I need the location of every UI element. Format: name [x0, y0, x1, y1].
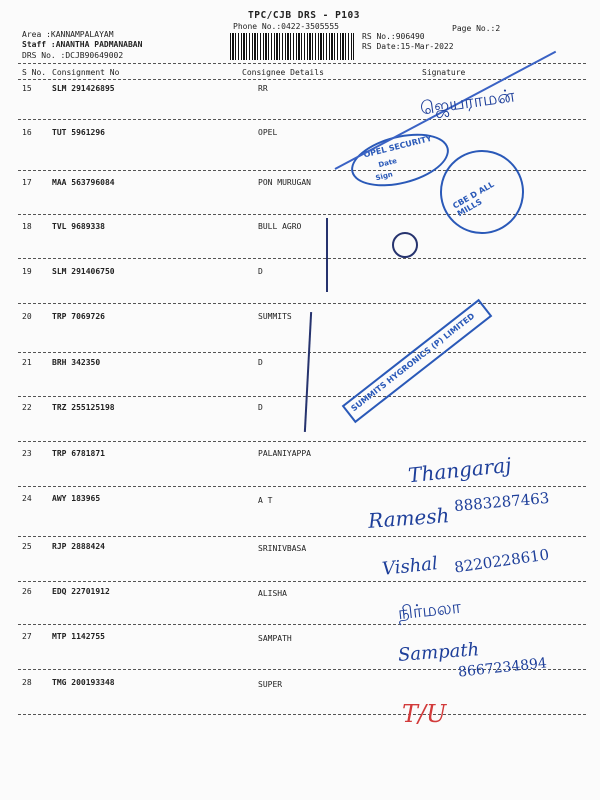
drs-number: DRS No. :DCJB90649002	[22, 51, 124, 60]
area-label: Area :KANNAMPALAYAM	[22, 30, 114, 39]
row-consignee: D	[258, 358, 263, 367]
row-consignee: SRINIVBASA	[258, 544, 307, 553]
row-consignment: MAA 563796084	[52, 178, 115, 187]
row-divider	[18, 536, 586, 537]
col-consignment: Consignment No	[52, 68, 120, 77]
row-consignee: D	[258, 267, 263, 276]
opel-security-stamp: OPEL SECURITY Date Sign	[346, 125, 455, 196]
signature-24: Ramesh	[367, 503, 451, 533]
row-divider	[18, 624, 586, 625]
row-consignment: TRZ 255125198	[52, 403, 115, 412]
row-consignee: OPEL	[258, 128, 278, 137]
rs-date: RS Date:15-Mar-2022	[362, 42, 454, 51]
row-consignment: TUT 5961296	[52, 128, 105, 137]
row-sno: 15	[22, 84, 32, 93]
row-consignee: ALISHA	[258, 589, 287, 598]
signature-25: Vishal	[381, 553, 439, 580]
rs-number: RS No.:906490	[362, 32, 425, 41]
row-consignee: PON MURUGAN	[258, 178, 311, 187]
signature-24-phone: 8883287463	[453, 488, 551, 516]
row-consignment: RJP 2888424	[52, 542, 105, 551]
row-divider	[18, 714, 586, 715]
row-consignment: TRP 7069726	[52, 312, 105, 321]
row-sno: 28	[22, 678, 32, 687]
staff-label: Staff :ANANTHA PADMANABAN	[22, 40, 143, 49]
signature-27-phone: 8667234894	[457, 655, 548, 681]
phone-number: Phone No.:0422-3505555	[233, 22, 339, 31]
col-sno: S No.	[22, 68, 47, 77]
row-consignee: RR	[258, 84, 268, 93]
row-sno: 24	[22, 494, 32, 503]
mills-round-stamp: CBE D ALL MILLS	[425, 135, 540, 250]
row-divider	[18, 581, 586, 582]
row-consignee: PALANIYAPPA	[258, 449, 311, 458]
row-sno: 18	[22, 222, 32, 231]
row-sno: 27	[22, 632, 32, 641]
row-sno: 26	[22, 587, 32, 596]
row-sno: 19	[22, 267, 32, 276]
signature-23: Thangaraj	[407, 452, 513, 488]
pen-scribble	[392, 232, 418, 258]
row-consignee: A T	[258, 496, 273, 505]
row-sno: 21	[22, 358, 32, 367]
row-divider	[18, 119, 586, 120]
row-consignment: MTP 1142755	[52, 632, 105, 641]
row-sno: 16	[22, 128, 32, 137]
document-title: TPC/CJB DRS - P103	[248, 10, 360, 21]
row-consignee: SAMPATH	[258, 634, 292, 643]
pen-line	[326, 218, 328, 292]
row-consignee: SUMMITS	[258, 312, 292, 321]
row-consignment: TRP 6781871	[52, 449, 105, 458]
row-divider	[18, 441, 586, 442]
barcode	[230, 33, 354, 60]
row-sno: 23	[22, 449, 32, 458]
row-consignee: BULL AGRO	[258, 222, 302, 231]
pen-line	[304, 312, 312, 432]
row-divider	[18, 486, 586, 487]
row-sno: 20	[22, 312, 32, 321]
row-divider	[18, 396, 586, 397]
row-sno: 22	[22, 403, 32, 412]
page-number: Page No.:2	[452, 24, 501, 33]
signature-15: ஜெயராமன்	[418, 85, 516, 120]
row-divider	[18, 352, 586, 353]
signature-25-phone: 8220228610	[453, 545, 551, 577]
col-signature: Signature	[422, 68, 466, 77]
row-consignment: AWY 183965	[52, 494, 101, 503]
note-tu: T/U	[402, 700, 447, 728]
row-consignment: TMG 200193348	[52, 678, 115, 687]
row-consignee: D	[258, 403, 263, 412]
row-consignment: EDQ 22701912	[52, 587, 110, 596]
row-consignment: SLM 291426895	[52, 84, 115, 93]
col-consignee: Consignee Details	[242, 68, 324, 77]
row-consignment: BRH 342350	[52, 358, 101, 367]
row-consignment: SLM 291406750	[52, 267, 115, 276]
row-sno: 17	[22, 178, 32, 187]
row-consignee: SUPER	[258, 680, 283, 689]
row-divider	[18, 258, 586, 259]
summits-stamp: SUMMITS HYGRONICS (P) LIMITED	[342, 299, 493, 423]
row-sno: 25	[22, 542, 32, 551]
signature-26: நிர்மலா	[396, 596, 462, 625]
signature-27: Sampath	[397, 639, 480, 666]
divider	[18, 63, 586, 64]
row-divider	[18, 303, 586, 304]
row-consignment: TVL 9689338	[52, 222, 105, 231]
